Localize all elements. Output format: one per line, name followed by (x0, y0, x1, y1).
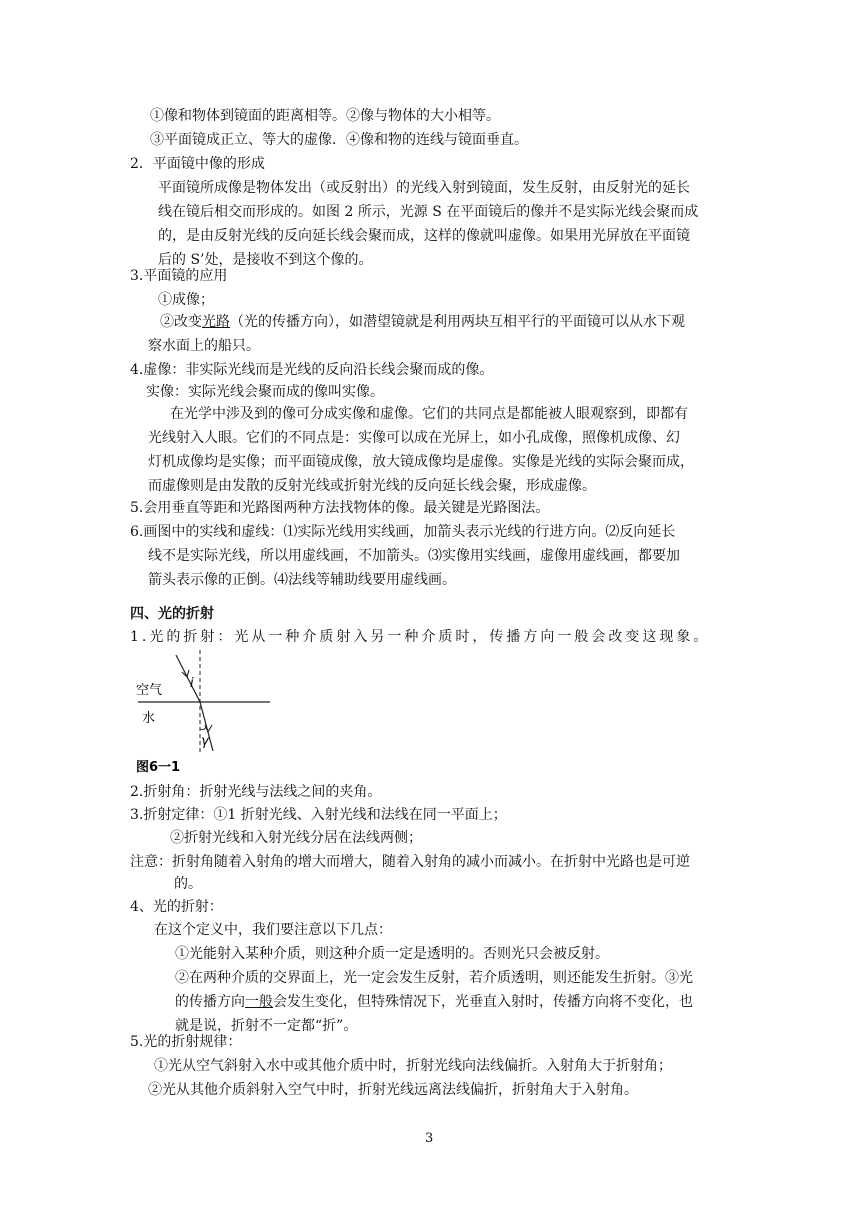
section-heading: 四、光的折射 (130, 606, 214, 622)
refraction-rule-1: ①光从空气斜射入水中或其他介质中时，折射光线向法线偏折。入射角大于折射角； (154, 1058, 672, 1074)
page-number: 3 (425, 1131, 434, 1146)
refraction-item-4-line: ①光能射入某种介质，则这种介质一定是透明的。否则光只会被反射。 (175, 946, 609, 962)
refraction-item-4-line: ②在两种介质的交界面上，光一定会发生反射，若介质透明，则还能发生折射。③光 (175, 970, 693, 986)
item-2-title: 2．平面镜中像的形成 (130, 156, 265, 172)
item-5: 5.会用垂直等距和光路图两种方法找物体的像。最关键是光路图法。 (130, 500, 550, 516)
refraction-item-4-line: 就是说，折射不一定都“折”。 (175, 1018, 358, 1034)
refraction-angle-arc (200, 727, 206, 730)
refraction-item-4-line: 的传播方向一般会发生变化，但特殊情况下，光垂直入射时，传播方向将不变化，也 (175, 994, 693, 1010)
item-6-line: 箭头表示像的正倒。⑷法线等辅助线要用虚线画。 (148, 572, 456, 588)
refraction-figure (134, 645, 274, 780)
item-4-virtual-image: 4.虚像：非实际光线而是光线的反向沿长线会聚而成的像。 (130, 362, 494, 378)
item-2-paragraph-line: 的，是由反射光线的反向延长线会聚而成，这样的像就叫虚像。如果用光屏放在平面镜 (158, 228, 690, 244)
item-4-paragraph-line: 光线射入人眼。它们的不同点是：实像可以成在光屏上，如小孔成像，照像机成像、幻 (148, 430, 680, 446)
item-4-paragraph-line: 在光学中涉及到的像可分成实像和虚像。它们的共同点是都能被人眼观察到，即都有 (170, 406, 688, 422)
property-line-2: ③平面镜成正立、等大的虚像．④像和物的连线与镜面垂直。 (150, 132, 528, 148)
item-3-title: 3.平面镜的应用 (130, 268, 228, 284)
note-line: 的。 (174, 876, 202, 892)
underlined-term: 一般 (245, 994, 273, 1010)
refraction-angle-definition: 2.折射角：折射光线与法线之间的夹角。 (130, 784, 382, 800)
refraction-item-4-title: 4、光的折射： (130, 899, 223, 915)
item-3-b: ②改变光路（光的传播方向），如潜望镜就是利用两块互相平行的平面镜可以从水下观 (160, 314, 685, 330)
underlined-term: 光路 (202, 314, 230, 330)
refraction-rule-2: ②光从其他介质斜射入空气中时，折射光线远离法线偏折，折射角大于入射角。 (148, 1082, 638, 1098)
incident-angle-label: i (190, 676, 194, 691)
item-2-paragraph-line: 后的 S’处，是接收不到这个像的。 (158, 252, 373, 268)
item-4-paragraph-line: 而虚像则是由发散的反射光线或折射光线的反向延长线会聚，形成虚像。 (148, 478, 596, 494)
property-line-1: ①像和物体到镜面的距离相等。②像与物体的大小相等。 (150, 108, 500, 124)
refraction-item-5-title: 5.光的折射规律： (130, 1034, 242, 1050)
item-4-paragraph-line: 灯机成像均是实像；而平面镜成像，放大镜成像均是虚像。实像是光线的实际会聚而成， (148, 454, 694, 470)
item-6-line: 6.画图中的实线和虚线：⑴实际光线用实线画，加箭头表示光线的行进方向。⑵反向延长 (130, 524, 676, 540)
note-line: 注意：折射角随着入射角的增大而增大，随着入射角的减小而减小。在折射中光路也是可逆 (130, 854, 690, 870)
item-3-b-continued: 察水面上的船只。 (148, 338, 260, 354)
air-label: 空气 (136, 683, 163, 698)
water-label: 水 (142, 711, 156, 726)
item-6-line: 线不是实际光线，所以用虚线画，不加箭头。⑶实像用实线画，虚像用虚线画，都要加 (148, 548, 680, 564)
figure-caption: 图6一1 (136, 760, 181, 775)
item-2-paragraph-line: 线在镜后相交而形成的。如图 2 所示，光源 S 在平面镜后的像并不是实际光线会聚而成 (158, 204, 699, 220)
item-2-paragraph-line: 平面镜所成像是物体发出（或反射出）的光线入射到镜面，发生反射，由反射光的延长 (158, 180, 690, 196)
refraction-law-2: ②折射光线和入射光线分居在法线两侧； (170, 830, 422, 846)
item-4-real-image: 实像：实际光线会聚而成的像叫实像。 (146, 384, 384, 400)
refraction-angle-label: γ (201, 734, 209, 749)
incident-ray (176, 655, 200, 702)
refraction-definition: 1.光的折射：光从一种介质射入另一种介质时，传播方向一般会改变这现象。 (130, 629, 711, 645)
refraction-law-1: 3.折射定律：①1 折射光线、入射光线和法线在同一平面上； (130, 807, 507, 823)
refraction-item-4-intro: 在这个定义中，我们要注意以下几点： (154, 922, 392, 938)
item-3-a: ①成像； (158, 292, 214, 308)
